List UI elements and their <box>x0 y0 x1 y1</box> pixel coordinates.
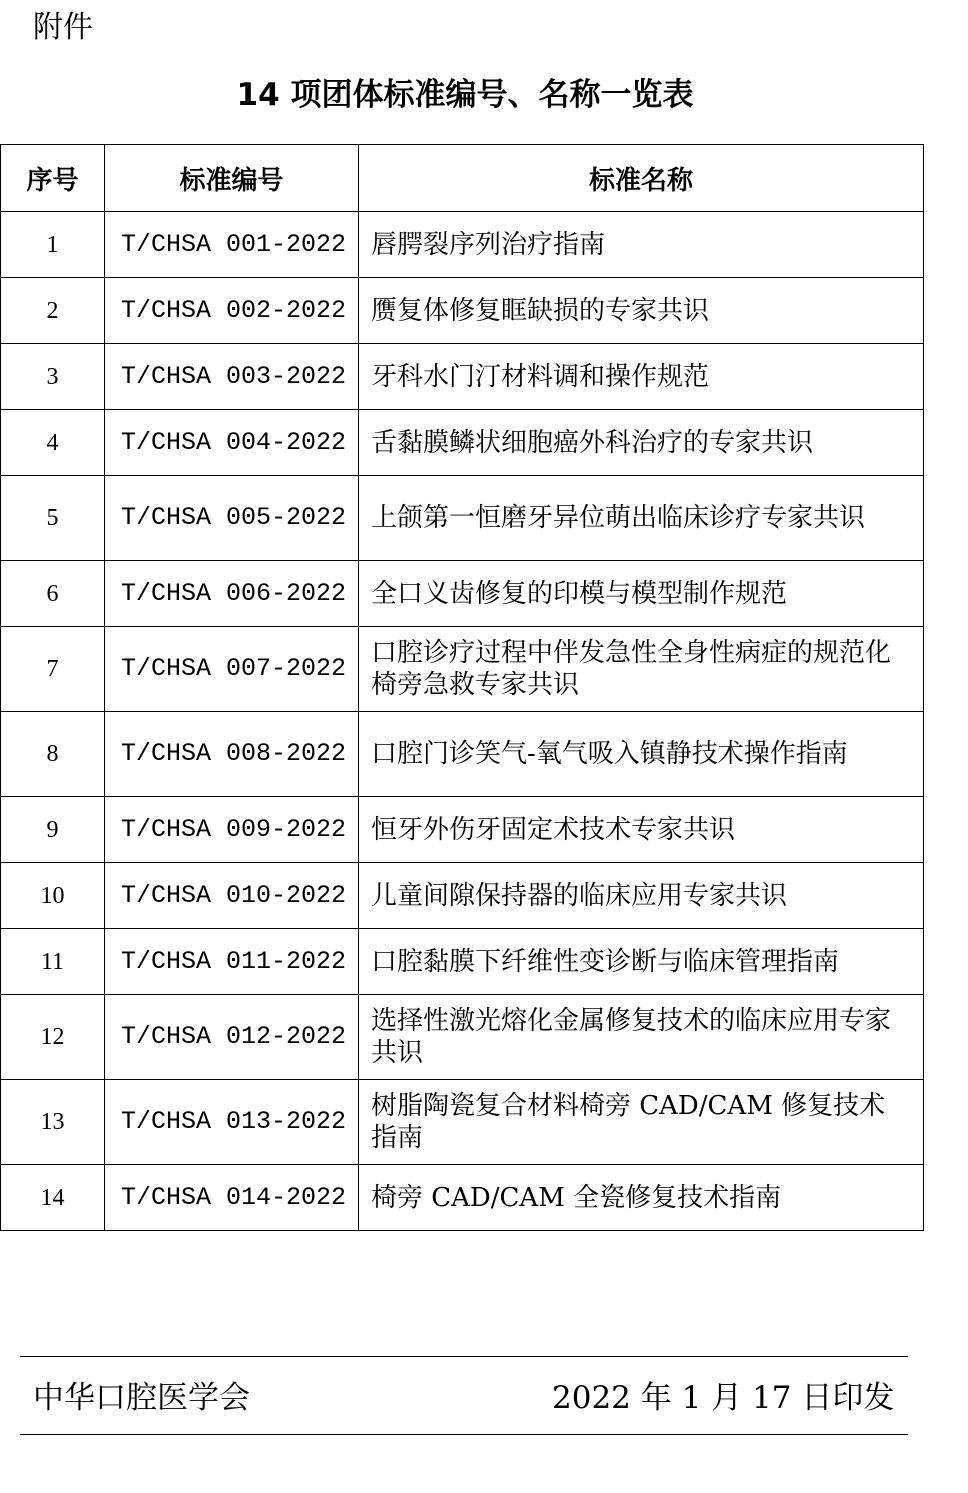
row-standard-name: 树脂陶瓷复合材料椅旁 CAD/CAM 修复技术指南 <box>359 1080 924 1165</box>
row-serial-number: 6 <box>1 561 105 627</box>
row-standard-code: T/CHSA 007-2022 <box>105 627 359 712</box>
row-serial-number: 7 <box>1 627 105 712</box>
row-standard-code: T/CHSA 001-2022 <box>105 212 359 278</box>
table-header-row <box>1 145 924 212</box>
row-standard-name: 口腔诊疗过程中伴发急性全身性病症的规范化椅旁急救专家共识 <box>359 627 924 712</box>
row-standard-name: 牙科水门汀材料调和操作规范 <box>359 344 924 410</box>
row-serial-number: 13 <box>1 1080 105 1165</box>
table-row <box>1 712 924 797</box>
row-standard-code: T/CHSA 004-2022 <box>105 410 359 476</box>
table-row <box>1 212 924 278</box>
row-serial-number: 9 <box>1 797 105 863</box>
row-standard-code: T/CHSA 002-2022 <box>105 278 359 344</box>
row-standard-code: T/CHSA 008-2022 <box>105 712 359 797</box>
row-standard-code: T/CHSA 011-2022 <box>105 929 359 995</box>
table-row <box>1 476 924 561</box>
row-serial-number: 2 <box>1 278 105 344</box>
row-standard-name: 椅旁 CAD/CAM 全瓷修复技术指南 <box>359 1165 924 1231</box>
table-row <box>1 863 924 929</box>
header-serial-number: 序号 <box>1 145 105 212</box>
row-serial-number: 14 <box>1 1165 105 1231</box>
row-standard-name: 上颌第一恒磨牙异位萌出临床诊疗专家共识 <box>359 476 924 561</box>
header-standard-name: 标准名称 <box>359 145 924 212</box>
table-row <box>1 627 924 712</box>
standards-table <box>0 144 924 1231</box>
attachment-label: 附件 <box>33 10 93 45</box>
table-row <box>1 1080 924 1165</box>
row-standard-code: T/CHSA 003-2022 <box>105 344 359 410</box>
table-row <box>1 995 924 1080</box>
row-standard-code: T/CHSA 010-2022 <box>105 863 359 929</box>
row-serial-number: 1 <box>1 212 105 278</box>
row-serial-number: 4 <box>1 410 105 476</box>
row-standard-name: 口腔黏膜下纤维性变诊断与临床管理指南 <box>359 929 924 995</box>
footer-top-rule <box>20 1356 908 1357</box>
row-standard-code: T/CHSA 006-2022 <box>105 561 359 627</box>
row-standard-code: T/CHSA 005-2022 <box>105 476 359 561</box>
table-row <box>1 278 924 344</box>
header-standard-code: 标准编号 <box>105 145 359 212</box>
row-serial-number: 3 <box>1 344 105 410</box>
row-serial-number: 8 <box>1 712 105 797</box>
row-standard-name: 赝复体修复眶缺损的专家共识 <box>359 278 924 344</box>
row-standard-code: T/CHSA 009-2022 <box>105 797 359 863</box>
row-serial-number: 5 <box>1 476 105 561</box>
row-standard-code: T/CHSA 014-2022 <box>105 1165 359 1231</box>
document-title: 14 项团体标准编号、名称一览表 <box>236 77 694 113</box>
issue-date: 2022 年 1 月 17 日印发 <box>552 1380 895 1416</box>
row-standard-name: 口腔门诊笑气-氧气吸入镇静技术操作指南 <box>359 712 924 797</box>
table-row <box>1 344 924 410</box>
table-row <box>1 561 924 627</box>
row-serial-number: 11 <box>1 929 105 995</box>
table-row <box>1 410 924 476</box>
row-serial-number: 12 <box>1 995 105 1080</box>
issuing-organization: 中华口腔医学会 <box>33 1380 250 1416</box>
table-row <box>1 1165 924 1231</box>
row-standard-name: 恒牙外伤牙固定术技术专家共识 <box>359 797 924 863</box>
row-standard-code: T/CHSA 012-2022 <box>105 995 359 1080</box>
row-standard-name: 选择性激光熔化金属修复技术的临床应用专家共识 <box>359 995 924 1080</box>
row-serial-number: 10 <box>1 863 105 929</box>
row-standard-name: 舌黏膜鳞状细胞癌外科治疗的专家共识 <box>359 410 924 476</box>
row-standard-name: 唇腭裂序列治疗指南 <box>359 212 924 278</box>
table-row <box>1 929 924 995</box>
row-standard-name: 儿童间隙保持器的临床应用专家共识 <box>359 863 924 929</box>
table-row <box>1 797 924 863</box>
footer-bottom-rule <box>20 1434 908 1435</box>
row-standard-name: 全口义齿修复的印模与模型制作规范 <box>359 561 924 627</box>
row-standard-code: T/CHSA 013-2022 <box>105 1080 359 1165</box>
